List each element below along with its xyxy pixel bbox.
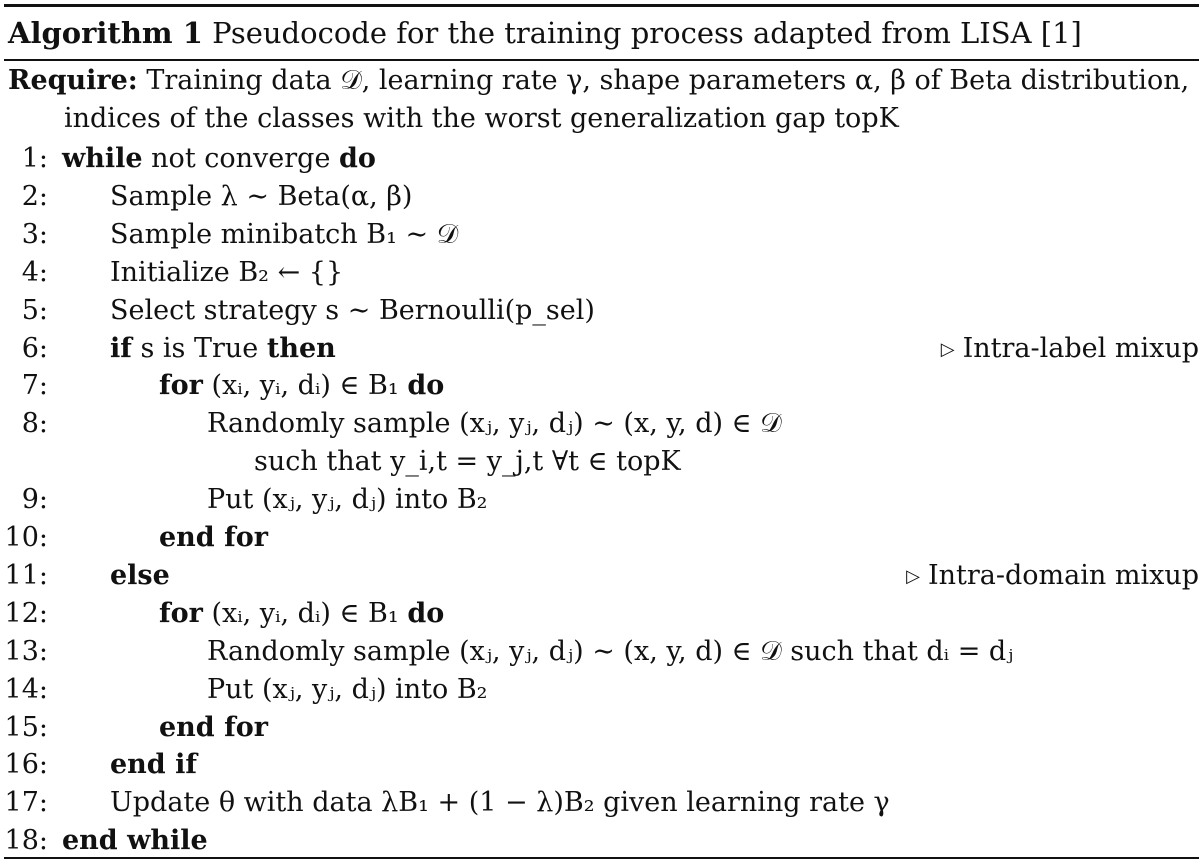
- keyword: do: [407, 370, 445, 402]
- line-body: [159, 519, 268, 557]
- line-number: 7:: [21, 370, 48, 402]
- algorithm-line: [4, 481, 1199, 519]
- line-number: 3:: [21, 218, 48, 250]
- line-body: [159, 709, 268, 747]
- line-body: [110, 557, 170, 595]
- keyword: end while: [62, 825, 208, 857]
- line-text: Put (xⱼ, yⱼ, dⱼ) into B₂: [207, 484, 488, 516]
- line-number: 17:: [4, 787, 48, 819]
- line-number: 1:: [21, 143, 48, 174]
- algorithm-line: [4, 822, 1199, 860]
- keyword: then: [266, 332, 336, 364]
- line-text: (xᵢ, yᵢ, dᵢ) ∈ B₁: [211, 597, 399, 629]
- algorithm-line: [4, 595, 1199, 633]
- algorithm-line: [4, 140, 1199, 178]
- line-text: Sample minibatch B₁ ∼ 𝒟: [110, 218, 459, 250]
- line-number: 16:: [4, 749, 48, 781]
- keyword: end for: [159, 522, 268, 553]
- algorithm-line: [4, 443, 1199, 481]
- keyword: do: [407, 597, 445, 629]
- bottom-rule: [4, 857, 1199, 859]
- line-text: Randomly sample (xⱼ, yⱼ, dⱼ) ∼ (x, y, d) ∈ 𝒟 such that dᵢ = dⱼ: [207, 635, 1014, 667]
- line-body: [207, 481, 488, 519]
- require-text-line1: Training data 𝒟, learning rate γ, shape parameters α, β of Beta distribution,: [146, 65, 1190, 96]
- line-number: 18:: [4, 825, 48, 857]
- line-text: Update θ with data λB₁ + (1 − λ)B₂ given learning rate γ: [110, 787, 890, 819]
- algorithm-line: [4, 671, 1199, 709]
- algorithm-line: [4, 519, 1199, 557]
- keyword: end for: [159, 711, 268, 743]
- algorithm-line: [4, 746, 1199, 784]
- keyword: for: [159, 597, 203, 629]
- line-number: 15:: [4, 711, 48, 743]
- algorithm-block: [4, 4, 1199, 859]
- line-body: [207, 405, 782, 443]
- line-body: [254, 443, 681, 481]
- line-number: 8:: [21, 408, 48, 440]
- line-comment: [906, 557, 1199, 598]
- comment-text: Intra-domain mixup: [927, 559, 1199, 591]
- line-number: 12:: [4, 597, 48, 629]
- comment-text: Intra-label mixup: [962, 332, 1199, 364]
- line-body: [159, 595, 444, 633]
- algorithm-line: [4, 254, 1199, 292]
- algorithm-line: [4, 367, 1199, 405]
- keyword: else: [110, 559, 170, 591]
- line-number: 6:: [21, 332, 48, 364]
- algorithm-line: [4, 405, 1199, 443]
- keyword: end if: [110, 749, 197, 781]
- require-block: [8, 62, 1198, 138]
- line-body: [207, 633, 1013, 671]
- algorithm-line: [4, 633, 1199, 671]
- comment-triangle-icon: ▷: [906, 565, 920, 587]
- line-number: 5:: [21, 294, 48, 326]
- algorithm-line: [4, 557, 1199, 595]
- line-text: s is True: [140, 332, 259, 364]
- keyword: do: [339, 143, 376, 174]
- line-body: [110, 330, 336, 368]
- algorithm-line: [4, 784, 1199, 822]
- line-body: [110, 254, 343, 292]
- keyword: while: [62, 143, 143, 174]
- line-text: such that y_i,t = y_j,t ∀t ∈ topK: [254, 446, 681, 478]
- comment-triangle-icon: ▷: [940, 338, 955, 360]
- line-text: Select strategy s ∼ Bernoulli(p_sel): [110, 294, 595, 326]
- line-text: Randomly sample (xⱼ, yⱼ, dⱼ) ∼ (x, y, d) ∈ 𝒟: [207, 408, 782, 440]
- line-number: 9:: [21, 484, 48, 516]
- line-body: [110, 292, 595, 330]
- line-body: [62, 140, 376, 178]
- line-text: Put (xⱼ, yⱼ, dⱼ) into B₂: [207, 673, 488, 705]
- line-text: Sample λ ∼ Beta(α, β): [110, 180, 413, 212]
- line-number: 2:: [21, 180, 48, 212]
- algorithm-label: Algorithm 1: [8, 16, 203, 50]
- algorithm-line: [4, 709, 1199, 747]
- keyword: if: [110, 332, 132, 364]
- line-text: Initialize B₂ ← {}: [110, 256, 344, 288]
- line-number: 10:: [4, 522, 48, 553]
- algorithm-line: [4, 330, 1199, 368]
- require-keyword: Require:: [8, 65, 138, 96]
- algorithm-line: [4, 216, 1199, 254]
- algorithm-caption: [8, 13, 1082, 53]
- caption-rule: [4, 59, 1199, 61]
- line-body: [110, 216, 458, 254]
- require-text-line2: indices of the classes with the worst generalization gap topK: [64, 103, 899, 134]
- line-number: 14:: [4, 673, 48, 705]
- line-number: 13:: [4, 635, 48, 667]
- top-rule: [4, 4, 1199, 7]
- algorithm-line: [4, 292, 1199, 330]
- line-body: [110, 746, 197, 784]
- line-comment: [941, 330, 1199, 371]
- algorithm-caption-text: Pseudocode for the training process adapted from LISA [1]: [212, 16, 1082, 50]
- line-text: (xᵢ, yᵢ, dᵢ) ∈ B₁: [211, 370, 399, 402]
- line-body: [207, 671, 488, 709]
- line-body: [62, 822, 208, 860]
- keyword: for: [159, 370, 203, 402]
- line-number: 4:: [21, 256, 48, 288]
- line-text: not converge: [151, 143, 331, 174]
- line-body: [110, 178, 412, 216]
- algorithm-line: [4, 178, 1199, 216]
- line-number: 11:: [4, 559, 48, 591]
- line-body: [110, 784, 890, 822]
- line-body: [159, 367, 444, 405]
